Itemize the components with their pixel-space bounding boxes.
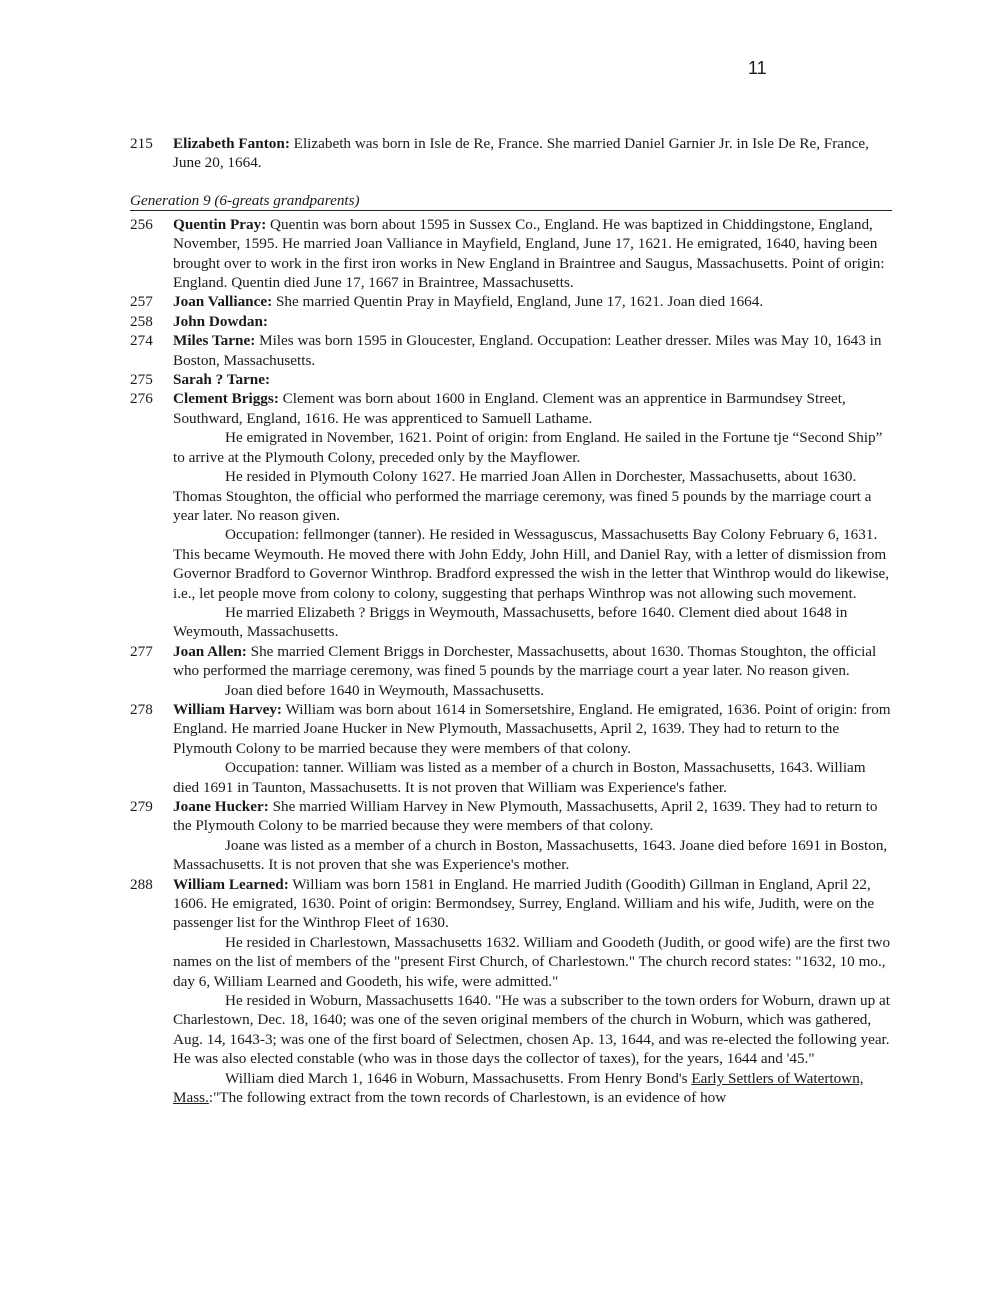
entry-number: 256 bbox=[130, 215, 153, 233]
paragraph-text: He resided in Woburn, Massachusetts 1640. "He was a subscriber to the town orders for Woburn, drawn up at Charlestown, Dec. 18, 1640; was one of the seven original members of the church in Woburn, which was gathered, Aug. 14, 1643-3; was one of the first board of Selectmen, chosen Ap. 13, 1644, and was re-elected the following year. He was also elected constable (who was in those days the collector of taxes), for the years, 1644 and '45." bbox=[173, 992, 890, 1068]
entry-number: 274 bbox=[130, 332, 153, 350]
entry-paragraph bbox=[173, 428, 892, 467]
entry-first-paragraph: William Learned: William was born 1581 in England. He married Judith (Goodith) Gillman in England, April 22, 1606. He emigrated, 1630. Point of origin: Bermondsey, Surrey, England. William and his wife, Judith, were on the passenger list for the Winthrop Fleet of 1630. bbox=[173, 875, 875, 932]
entry-number: 276 bbox=[130, 390, 153, 408]
paragraph-text: Quentin was born about 1595 in Sussex Co., England. He was baptized in Chiddingstone, England, November, 1595. He married Joan Valliance in Mayfield, England, June 17, 1621. He emigrated, 1640, having been brought over to work in the first iron works in New England in Braintree and Saugus, Massachusetts. Point of origin: England. Quentin died June 17, 1667 in Braintree, Massachusetts. bbox=[173, 215, 885, 292]
entry-number: 215 bbox=[130, 135, 153, 152]
person-name: Elizabeth Fanton bbox=[173, 135, 285, 152]
entry-first-paragraph: Sarah ? Tarne: bbox=[173, 371, 271, 389]
entry-number: 277 bbox=[130, 642, 153, 660]
paragraph-text: He resided in Plymouth Colony 1627. He married Joan Allen in Dorchester, Massachusetts, about 1630. Thomas Stoughton, the official who performed the marriage ceremony, was fined 5 pounds by the marriage court a year later. No reason given. bbox=[173, 468, 872, 524]
person-entry bbox=[130, 875, 892, 1108]
paragraph-text: Occupation: tanner. William was listed as a member of a church in Boston, Massachusetts, 1643. William died 1691 in Taunton, Massachusetts. It is not proven that William was Experience's father. bbox=[173, 759, 866, 796]
entry-number: 278 bbox=[130, 700, 153, 718]
entry-first-paragraph: Clement Briggs: Clement was born about 1600 in England. Clement was an apprentice in Barmundsey Street, Southward, England, 1616. He was apprenticed to Samuell Lathame. bbox=[173, 390, 846, 427]
entry-paragraph bbox=[173, 681, 892, 700]
paragraph-text: William died March 1, 1646 in Woburn, Massachusetts. From Henry Bond's bbox=[225, 1069, 692, 1087]
entry-paragraph bbox=[173, 603, 892, 642]
person-entry bbox=[130, 389, 892, 641]
paragraph-text: William was born 1581 in England. He married Judith (Goodith) Gillman in England, April 22, 1606. He emigrated, 1630. Point of origin: Bermondsey, Surrey, England. William and his wife, Judith, were on the passenger list for the Winthrop Fleet of 1630. bbox=[173, 875, 875, 932]
paragraph-text: She married Clement Briggs in Dorchester, Massachusetts, about 1630. Thomas Stoughton, the official who performed the marriage ceremony, was fined 5 pounds by the marriage court a year later. No reason given. bbox=[173, 642, 877, 680]
entry-first-paragraph: Miles Tarne: Miles was born 1595 in Gloucester, England. Occupation: Leather dresser. Miles was May 10, 1643 in Boston, Massachusetts. bbox=[173, 332, 882, 369]
person-entry bbox=[130, 700, 892, 797]
entry-number: 288 bbox=[130, 875, 153, 893]
person-entry bbox=[130, 312, 892, 331]
paragraph-text: He emigrated in November, 1621. Point of origin: from England. He sailed in the Fortune tje “Second Ship” to arrive at the Plymouth Colony, preceded only by the Mayflower. bbox=[173, 429, 883, 466]
paragraph-text: :"The following extract from the town records of Charlestown, is an evidence of how bbox=[208, 1089, 727, 1107]
person-name: John Dowdan bbox=[173, 312, 263, 330]
person-entry bbox=[130, 797, 892, 875]
person-name: Miles Tarne bbox=[173, 332, 251, 350]
entry-first-paragraph: John Dowdan: bbox=[173, 312, 268, 330]
paragraph-text: Occupation: fellmonger (tanner). He resided in Wessaguscus, Massachusetts Bay Colony February 6, 1631. This became Weymouth. He moved there with John Eddy, John Hill, and Daniel Ray, with a letter of dismission from Governor Bradford to Governor Winthrop. Bradford expressed the wish in the letter that Winthrop would do likewise, i.e., let people move from colony to colony, suggesting that perhaps Winthrop was not allowing such movement. bbox=[173, 526, 890, 602]
person-entry bbox=[130, 215, 892, 293]
person-name: Clement Briggs bbox=[173, 390, 274, 408]
book-title: Early Settlers of Watertown, Mass. bbox=[173, 1069, 864, 1107]
paragraph-text: Joane was listed as a member of a church in Boston, Massachusetts, 1643. Joane died before 1691 in Boston, Massachusetts. It is not proven that she was Experience's mother. bbox=[173, 836, 888, 874]
paragraph-text: She married William Harvey in New Plymouth, Massachusetts, April 2, 1639. They had to return to the Plymouth Colony to be married because they were members of that colony. bbox=[173, 798, 878, 835]
paragraph-text: William was born about 1614 in Somersetshire, England. He emigrated, 1636. Point of origin: from England. He married Joane Hucker in New Plymouth, Massachusetts, April 2, 1639. They had to return to the Plymouth Colony to be married because they were members of that colony. bbox=[173, 700, 891, 757]
entry-first-paragraph: Joane Hucker: She married William Harvey in New Plymouth, Massachusetts, April 2, 1639. They had to return to the Plymouth Colony to be married because they were members of that colony. bbox=[173, 798, 878, 835]
entry-paragraph bbox=[173, 991, 892, 1069]
entry-paragraph bbox=[173, 758, 892, 797]
person-name: William Harvey bbox=[173, 700, 277, 718]
entry-paragraph bbox=[173, 525, 892, 603]
entry-number: 275 bbox=[130, 371, 153, 389]
page-number: 11 bbox=[748, 58, 767, 78]
person-name: Joane Hucker bbox=[173, 798, 264, 815]
person-entry bbox=[130, 331, 892, 370]
entry-paragraph bbox=[173, 1069, 892, 1108]
entry-first-paragraph: Quentin Pray: Quentin was born about 1595 in Sussex Co., England. He was baptized in Chiddingstone, England, November, 1595. He married Joan Valliance in Mayfield, England, June 17, 1621. He emigrated, 1640, having been brought over to work in the first iron works in New England in Braintree and Saugus, Massachusetts. Point of origin: England. Quentin died June 17, 1667 in Braintree, Massachusetts. bbox=[173, 215, 885, 292]
document-body bbox=[130, 134, 892, 1108]
paragraph-text: He married Elizabeth ? Briggs in Weymouth, Massachusetts, before 1640. Clement died about 1648 in Weymouth, Massachusetts. bbox=[173, 603, 848, 641]
entry-paragraph bbox=[173, 836, 892, 875]
entry-number: 257 bbox=[130, 293, 153, 311]
entry-paragraph bbox=[173, 933, 892, 991]
person-name: William Learned bbox=[173, 875, 284, 893]
entry-first-paragraph: Joan Valliance: She married Quentin Pray in Mayfield, England, June 17, 1621. Joan died 1664. bbox=[173, 293, 764, 311]
person-entry bbox=[130, 370, 892, 389]
entries-before-header bbox=[130, 134, 892, 173]
person-entry bbox=[130, 134, 892, 173]
entry-number: 258 bbox=[130, 312, 153, 330]
person-name: Joan Allen bbox=[173, 642, 242, 660]
entry-first-paragraph: William Harvey: William was born about 1614 in Somersetshire, England. He emigrated, 1636. Point of origin: from England. He married Joane Hucker in New Plymouth, Massachusetts, April 2, 1639. They had to return to the Plymouth Colony to be married because they were members of that colony. bbox=[173, 700, 891, 757]
person-name: Sarah ? Tarne bbox=[173, 371, 265, 389]
person-entry bbox=[130, 642, 892, 700]
paragraph-text: Clement was born about 1600 in England. Clement was an apprentice in Barmundsey Street, Southward, England, 1616. He was apprenticed to Samuell Lathame. bbox=[173, 390, 846, 427]
paragraph-text: Joan died before 1640 in Weymouth, Massachusetts. bbox=[225, 681, 545, 699]
entry-first-paragraph: Elizabeth Fanton: Elizabeth was born in Isle de Re, France. She married Daniel Garnier Jr. in Isle De Re, France, June 20, 1664. bbox=[173, 135, 869, 172]
entry-paragraph bbox=[173, 467, 892, 525]
generation-header: Generation 9 (6-greats grandparents) bbox=[130, 191, 892, 211]
paragraph-text: He resided in Charlestown, Massachusetts 1632. William and Goodeth (Judith, or good wife) are the first two names on the list of members of the "present First Church, of Charlestown." The church record states: "1632, 10 mo., day 6, William Learned and Goodeth, his wife, were admitted." bbox=[173, 933, 891, 990]
entry-first-paragraph: Joan Allen: She married Clement Briggs in Dorchester, Massachusetts, about 1630. Thomas Stoughton, the official who performed the marriage ceremony, was fined 5 pounds by the marriage court a year later. No reason given. bbox=[173, 642, 877, 680]
entries-list bbox=[130, 215, 892, 1108]
entry-number: 279 bbox=[130, 798, 153, 815]
paragraph-text: Miles was born 1595 in Gloucester, England. Occupation: Leather dresser. Miles was May 10, 1643 in Boston, Massachusetts. bbox=[173, 332, 882, 369]
person-name: Joan Valliance bbox=[173, 293, 268, 311]
person-entry bbox=[130, 292, 892, 311]
paragraph-text: She married Quentin Pray in Mayfield, England, June 17, 1621. Joan died 1664. bbox=[275, 293, 764, 311]
person-name: Quentin Pray bbox=[173, 215, 262, 233]
paragraph-text: Elizabeth was born in Isle de Re, France. She married Daniel Garnier Jr. in Isle De Re, France, June 20, 1664. bbox=[173, 135, 869, 172]
